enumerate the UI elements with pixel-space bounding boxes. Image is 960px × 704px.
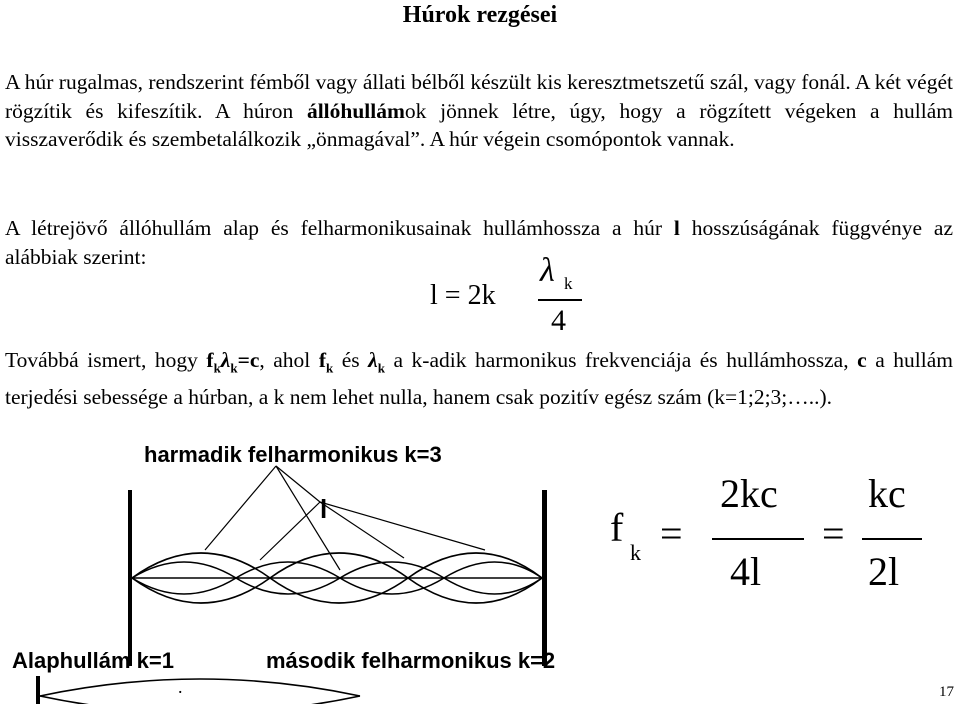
right-string-end [542, 490, 547, 666]
wavelength-paragraph: A létrejövő állóhullám alap és felharmonikusainak hullámhossza a húr l hosszúságának függvénye az alábbiak szerint: [5, 216, 953, 269]
fundamental-label: Alaphullám k=1 [12, 648, 175, 673]
left-string-end [128, 490, 132, 666]
third-harmonic-label: harmadik felharmonikus k=3 [144, 442, 442, 467]
string-vibration-diagram [0, 430, 600, 704]
upper-harmonics [132, 553, 542, 603]
second-harmonic-label: második felharmonikus k=2 [266, 648, 556, 673]
standing-wave-term: állóhullám [306, 98, 405, 123]
page-number: 17 [939, 684, 954, 700]
footer-dot: . [178, 677, 183, 697]
frequency-paragraph: Továbbá ismert, hogy $f_k\lambda_k=c$, ahol $f_k$ és $\lambda_k$ a k-adik harmonikus frekvenciája és hullámhossza, c a hullám terjedési sebessége a húrban, a k nem lehet nulla, hanem csak pozitív egész szám (k=1;2;3;…..). [5, 348, 953, 409]
page-title: Húrok rezgései [402, 2, 558, 28]
frequency-formula: f k = 2kc 4l = kc 2l [600, 460, 940, 620]
intro-paragraph: A húr rugalmas, rendszerint fémből vagy állati bélből készült kis keresztmetszetű szál, vagy fonál. A két végét rögzítik és kifeszítik. A húron állóhullámok jönnek létre, úgy, hogy a rögzített végeken a hullám visszaverődik és szembetalálkozik „önmagával”. A húr végein csomópontok vannak. [5, 70, 953, 152]
length-label: l [320, 494, 328, 524]
fundamental-wave [40, 679, 360, 704]
wavelength-formula: l = 2k λ k 4 [430, 250, 620, 345]
label-pointers [205, 466, 485, 570]
